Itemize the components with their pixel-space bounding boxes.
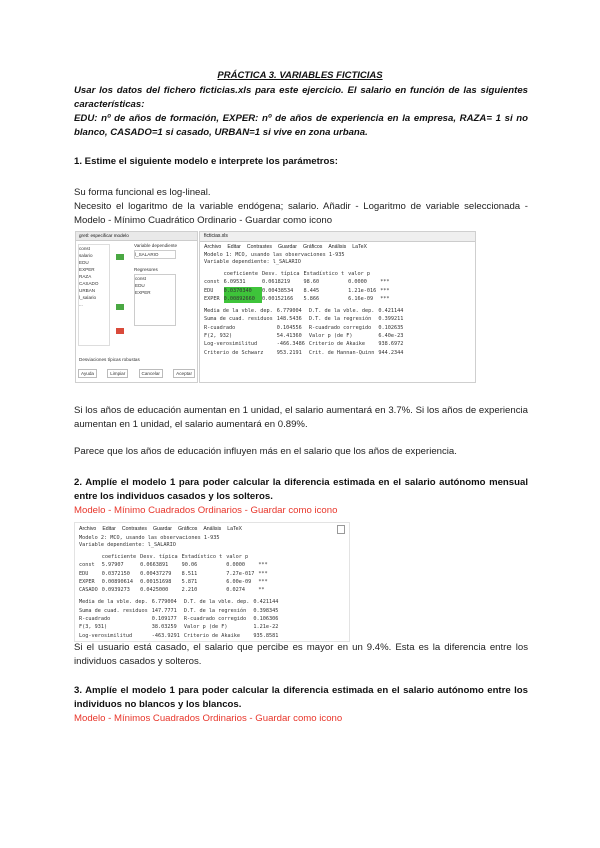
regressors-list[interactable] bbox=[134, 274, 176, 326]
table-cell: ** bbox=[258, 587, 265, 594]
gretl-dialog-screenshot bbox=[75, 231, 198, 383]
menu-item[interactable]: Análisis bbox=[203, 526, 222, 532]
column-header: Estadístico t bbox=[181, 554, 223, 560]
column-header: coeficiente bbox=[101, 554, 137, 560]
regressor-item[interactable]: EDU bbox=[135, 283, 145, 288]
dependent-label: Variable dependiente bbox=[134, 243, 178, 248]
q1-interpretation-2: Parece que los años de educación influyen más en el salario que los años de experiencia. bbox=[74, 446, 457, 457]
table-cell: const bbox=[79, 562, 95, 569]
stats-cell: Valor p (de F) bbox=[183, 624, 228, 631]
model1-stats-table bbox=[204, 307, 407, 357]
stats-cell: Suma de cuad. residuos bbox=[79, 607, 148, 614]
stats-cell: Criterio de Schwarz bbox=[204, 349, 264, 356]
column-header: Desv. típica bbox=[140, 554, 178, 560]
table-cell: 5.97907 bbox=[101, 562, 124, 569]
robust-checkbox-label[interactable]: Desviaciones típicas robustas bbox=[79, 357, 140, 362]
table-cell: 5.866 bbox=[303, 295, 320, 302]
table-cell: 90.06 bbox=[181, 562, 198, 569]
stats-row bbox=[79, 623, 282, 631]
table-cell: 6.09531 bbox=[223, 279, 246, 286]
stats-cell: 0.399211 bbox=[378, 316, 404, 323]
variable-item[interactable]: EDU bbox=[79, 260, 89, 265]
stats-cell: 0.104556 bbox=[276, 324, 302, 331]
column-header: Estadístico t bbox=[303, 271, 345, 277]
stats-cell: Log-verosimilitud bbox=[204, 341, 258, 348]
variable-item[interactable]: CASADO bbox=[79, 281, 99, 286]
model2-menubar bbox=[75, 523, 349, 535]
table-cell: 0.00438534 bbox=[261, 287, 294, 294]
table-cell: 0.00890614 bbox=[101, 578, 133, 585]
help-button[interactable]: Ayuda bbox=[78, 369, 97, 378]
variable-item[interactable]: salario bbox=[79, 253, 93, 258]
intro-text bbox=[74, 84, 528, 140]
stats-cell: -463.9291 bbox=[151, 632, 180, 639]
table-cell: 0.0939273 bbox=[101, 587, 130, 594]
stats-cell: 6.779004 bbox=[151, 599, 177, 606]
menu-item[interactable]: Guardar bbox=[152, 526, 172, 532]
stats-cell: 938.6972 bbox=[378, 341, 404, 348]
menu-item[interactable]: Editar bbox=[102, 526, 116, 532]
table-cell: *** bbox=[258, 562, 268, 569]
model1-titlebar: ficticias.xls bbox=[200, 232, 475, 242]
stats-cell: Criterio de Akaike bbox=[308, 341, 366, 348]
column-header bbox=[204, 270, 224, 278]
table-cell: 5.871 bbox=[181, 578, 198, 585]
column-header: Desv. típica bbox=[261, 271, 300, 277]
stats-cell: 1.21e-22 bbox=[253, 624, 279, 631]
model2-window bbox=[74, 522, 350, 642]
dialog-titlebar: gretl: especificar modelo bbox=[76, 232, 197, 241]
stats-row bbox=[204, 332, 407, 340]
stats-cell: Criterio de Akaike bbox=[183, 632, 241, 639]
q2-heading: 2. Amplíe el modelo 1 para poder calcular la diferencia estimada en el salario autónomo mensual entre los individuos casados y los solteros. bbox=[74, 477, 528, 502]
model2-coef-table bbox=[79, 553, 272, 594]
stats-cell: 38.03259 bbox=[151, 624, 177, 631]
variables-line: EDU: nº de años de formación, EXPER: nº de años de experiencia en la empresa, RAZA= 1 si no blanco, CASADO=1 si casado, URBAN=1 si vive en zona urbana. bbox=[74, 113, 528, 138]
stats-cell: R-cuadrado bbox=[79, 616, 111, 623]
table-row bbox=[79, 570, 272, 578]
table-cell: *** bbox=[258, 578, 268, 585]
stats-cell: Log-verosimilitud bbox=[79, 632, 133, 639]
cancel-button[interactable]: Cancelar bbox=[139, 369, 163, 378]
stats-cell: 6.779004 bbox=[276, 308, 302, 315]
model1-coef-table bbox=[204, 270, 394, 303]
stats-cell: 147.7771 bbox=[151, 607, 177, 614]
column-header: valor p bbox=[226, 554, 249, 560]
table-cell: 0.0000 bbox=[348, 279, 367, 286]
stats-cell: 54.41360 bbox=[276, 333, 302, 340]
stats-cell: 0.421144 bbox=[253, 599, 279, 606]
stats-cell: D.T. de la regresión bbox=[308, 316, 372, 323]
stats-cell: F(3, 931) bbox=[79, 624, 108, 631]
stats-row bbox=[79, 615, 282, 623]
regressors-label: Regresores bbox=[134, 267, 158, 272]
stats-row bbox=[204, 315, 407, 323]
table-cell: EDU bbox=[204, 287, 214, 294]
clear-button[interactable]: Limpiar bbox=[107, 369, 128, 378]
page-title: PRÁCTICA 3. VARIABLES FICTICIAS bbox=[217, 70, 383, 81]
stats-cell: Crit. de Hannan-Quinn bbox=[308, 349, 375, 356]
menu-item[interactable]: LaTeX bbox=[227, 526, 242, 532]
table-row bbox=[204, 295, 394, 303]
arrow-right-icon[interactable] bbox=[116, 304, 124, 310]
model1-menubar bbox=[200, 242, 475, 252]
table-cell: CASADO bbox=[79, 587, 98, 594]
stats-row bbox=[204, 324, 407, 332]
variable-item[interactable]: const bbox=[79, 246, 90, 251]
table-cell: *** bbox=[258, 570, 268, 577]
stats-cell: 0.109177 bbox=[151, 616, 177, 623]
stats-row bbox=[79, 632, 282, 640]
stats-cell: Media de la vble. dep. bbox=[79, 599, 148, 606]
table-cell: 6.00e-09 bbox=[226, 578, 252, 585]
menu-item[interactable]: Editar bbox=[227, 244, 241, 250]
arrow-left-icon[interactable] bbox=[116, 328, 124, 334]
stats-cell: 0.398345 bbox=[253, 607, 279, 614]
table-cell: *** bbox=[380, 287, 390, 294]
table-cell: 6.16e-09 bbox=[348, 295, 374, 302]
table-cell: 0.00152166 bbox=[261, 295, 294, 302]
table-row bbox=[79, 578, 272, 586]
menu-item[interactable]: Análisis bbox=[328, 244, 347, 250]
q1-paragraph-2: Necesito el logaritmo de la variable endógena; salario. Añadir - Logaritmo de variable seleccionada - Modelo - Mínimo Cuadrático Ordinario - Guardar como icono bbox=[74, 201, 528, 226]
stats-row bbox=[79, 607, 282, 615]
table-cell: EXPER bbox=[204, 295, 220, 302]
stats-cell: 0.421144 bbox=[378, 308, 404, 315]
table-cell: 7.27e-017 bbox=[226, 570, 255, 577]
q3-menu-path: Modelo - Mínimos Cuadrados Ordinarios - Guardar como icono bbox=[74, 713, 343, 724]
stats-cell: D.T. de la regresión bbox=[183, 607, 247, 614]
model2-line1: Modelo 2: MCO, usando las observaciones 1-935 bbox=[79, 535, 220, 541]
q2-interpretation: Si el usuario está casado, el salario que percibe es mayor en un 9.4%. Esta es la diferencia entre los individuos casados y solteros. bbox=[74, 642, 528, 667]
stats-cell: 0.106306 bbox=[253, 616, 279, 623]
menu-item[interactable]: LaTeX bbox=[352, 244, 367, 250]
table-cell: 0.0425000 bbox=[140, 587, 169, 594]
menu-item[interactable]: Contrastes bbox=[121, 526, 147, 532]
variable-item[interactable]: URBAN bbox=[79, 288, 96, 293]
table-cell: 0.0274 bbox=[226, 587, 245, 594]
table-row bbox=[79, 561, 272, 569]
table-cell: *** bbox=[380, 295, 390, 302]
regressor-item[interactable]: EXPER bbox=[135, 290, 151, 295]
dialog-button-row bbox=[78, 369, 195, 378]
table-cell: 0.0000 bbox=[226, 562, 245, 569]
dependent-field[interactable]: l_SALARIO bbox=[134, 250, 176, 259]
regressor-item[interactable]: const bbox=[135, 276, 146, 281]
table-cell: 0.0370340 bbox=[224, 287, 262, 295]
stats-cell: Media de la vble. dep. bbox=[204, 308, 273, 315]
stats-cell: 6.40e-23 bbox=[378, 333, 404, 340]
variable-item[interactable]: EXPER bbox=[79, 267, 95, 272]
stats-row bbox=[204, 349, 407, 357]
table-cell: 8.445 bbox=[303, 287, 320, 294]
stats-cell: R-cuadrado corregido bbox=[308, 324, 372, 331]
q1-paragraph-1: Su forma funcional es log-lineal. bbox=[74, 187, 211, 198]
stats-cell: -466.3486 bbox=[276, 341, 305, 348]
table-cell: 0.00892660 bbox=[224, 295, 262, 303]
stats-cell: 953.2191 bbox=[276, 349, 302, 356]
stats-cell: 148.5436 bbox=[276, 316, 302, 323]
menu-item[interactable]: Gráficos bbox=[178, 526, 198, 532]
stats-cell: 944.2344 bbox=[378, 349, 404, 356]
table-cell: *** bbox=[380, 279, 390, 286]
q2-menu-path: Modelo - Mínimo Cuadrados Ordinarios - Guardar como icono bbox=[74, 505, 338, 516]
arrow-right-icon[interactable] bbox=[116, 254, 124, 260]
table-cell: 0.0618219 bbox=[261, 279, 291, 286]
variable-item[interactable]: ... bbox=[79, 302, 83, 307]
column-header bbox=[258, 553, 271, 561]
table-cell: 1.21e-016 bbox=[348, 287, 377, 294]
menu-item[interactable]: Gráficos bbox=[303, 244, 323, 250]
table-cell: 2.210 bbox=[181, 587, 198, 594]
model1-line2: Variable dependiente: l_SALARIO bbox=[204, 259, 301, 265]
q3-heading: 3. Amplíe el modelo 1 para poder calcular la diferencia estimada en el salario autónomo entre los individuos no blancos y los blancos. bbox=[74, 685, 528, 710]
ok-button[interactable]: Aceptar bbox=[173, 369, 195, 378]
model2-line2: Variable dependiente: l_SALARIO bbox=[79, 542, 176, 548]
stats-cell: D.T. de la vble. dep. bbox=[183, 599, 250, 606]
column-header: coeficiente bbox=[223, 271, 258, 277]
stats-cell: R-cuadrado bbox=[204, 324, 236, 331]
stats-row bbox=[204, 307, 407, 315]
column-header bbox=[79, 553, 102, 561]
table-header-row bbox=[79, 553, 272, 561]
table-row bbox=[79, 586, 272, 594]
stats-row bbox=[204, 340, 407, 348]
stats-cell: Suma de cuad. residuos bbox=[204, 316, 273, 323]
column-header: valor p bbox=[348, 271, 370, 277]
table-row bbox=[204, 278, 394, 286]
stats-cell: 935.8581 bbox=[253, 632, 279, 639]
variable-item[interactable]: l_salario bbox=[79, 295, 97, 300]
table-cell: const bbox=[204, 279, 220, 286]
stats-cell: R-cuadrado corregido bbox=[183, 616, 247, 623]
stats-cell: D.T. de la vble. dep. bbox=[308, 308, 375, 315]
table-cell: 0.0663891 bbox=[140, 562, 169, 569]
table-cell: 8.511 bbox=[181, 570, 198, 577]
q1-interpretation-1: Si los años de educación aumentan en 1 unidad, el salario aumentará en 3.7%. Si los años de experiencia aumentan en 1 unidad, el salario aumentará en 0.89%. bbox=[74, 405, 528, 430]
model1-line1: Modelo 1: MCO, usando las observaciones 1-935 bbox=[204, 252, 345, 258]
menu-item[interactable]: Archivo bbox=[204, 244, 222, 250]
stats-row bbox=[79, 598, 282, 606]
variable-item[interactable]: RAZA bbox=[79, 274, 92, 279]
pin-icon[interactable] bbox=[337, 525, 345, 534]
model1-window bbox=[199, 231, 476, 383]
menu-item[interactable]: Archivo bbox=[79, 526, 97, 532]
column-header bbox=[380, 270, 393, 278]
menu-item[interactable]: Contrastes bbox=[246, 244, 272, 250]
stats-cell: F(2, 932) bbox=[204, 333, 233, 340]
table-cell: 98.60 bbox=[303, 279, 320, 286]
intro-line: Usar los datos del fichero ficticias.xls para este ejercicio. El salario en función de las siguientes características: bbox=[74, 85, 528, 110]
table-cell: EDU bbox=[79, 570, 89, 577]
table-row bbox=[204, 287, 394, 295]
table-cell: 0.00151698 bbox=[140, 578, 172, 585]
table-cell: EXPER bbox=[79, 578, 95, 585]
stats-cell: Valor p (de F) bbox=[308, 333, 353, 340]
table-cell: 0.00437279 bbox=[140, 570, 172, 577]
model2-stats-table bbox=[79, 598, 282, 642]
menu-item[interactable]: Guardar bbox=[277, 244, 297, 250]
table-header-row bbox=[204, 270, 394, 278]
variable-list[interactable] bbox=[78, 244, 110, 346]
stats-cell: 0.102635 bbox=[378, 324, 404, 331]
table-cell: 0.0372150 bbox=[101, 570, 130, 577]
q1-heading: 1. Estime el siguiente modelo e interprete los parámetros: bbox=[74, 156, 338, 167]
